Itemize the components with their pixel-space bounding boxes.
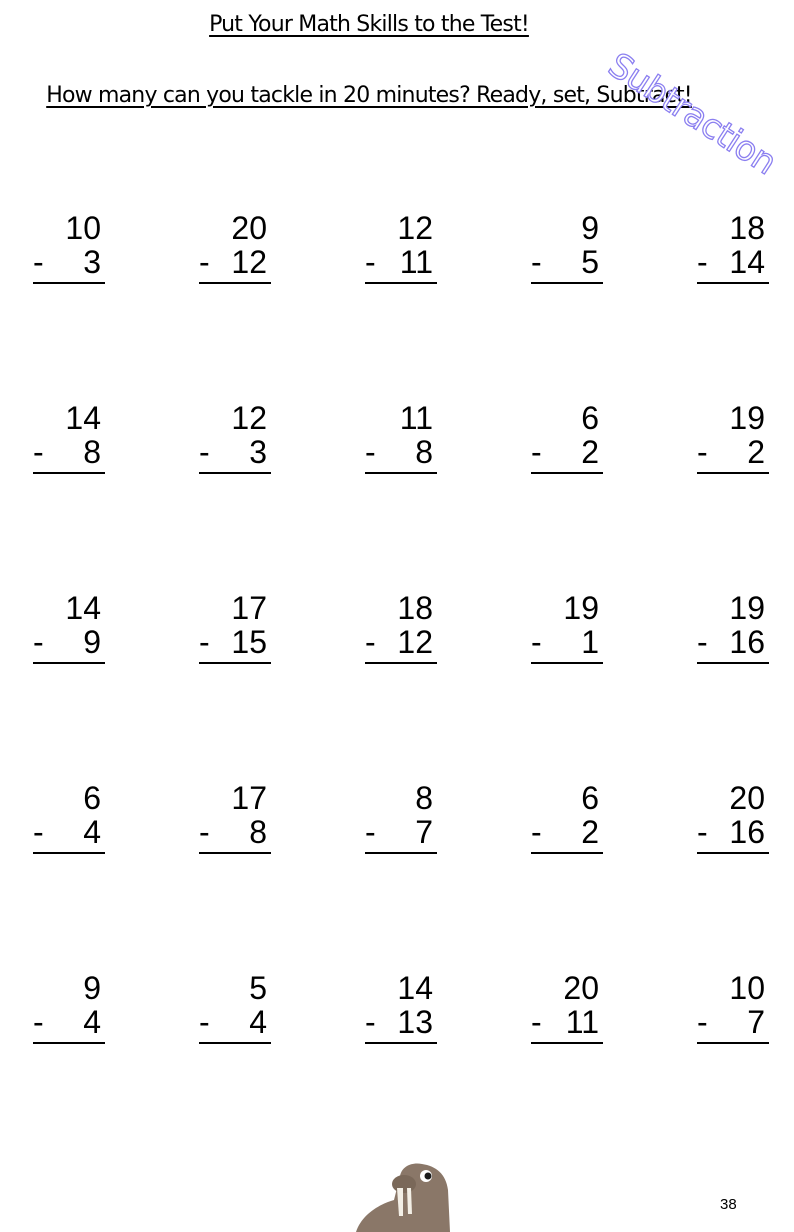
answer-line <box>33 852 105 854</box>
subtraction-problem <box>33 402 105 478</box>
minus-sign: - <box>697 1004 708 1040</box>
answer-line <box>697 852 769 854</box>
minus-sign: - <box>365 1004 376 1040</box>
answer-line <box>33 1042 105 1044</box>
subtrahend: 15 <box>231 624 267 660</box>
answer-line <box>531 662 603 664</box>
minuend: 12 <box>231 400 267 436</box>
answer-line <box>199 852 271 854</box>
subtraction-problem <box>199 212 271 288</box>
subtraction-problem <box>365 782 437 858</box>
answer-line <box>199 472 271 474</box>
subtraction-problem <box>199 402 271 478</box>
subtrahend: 8 <box>83 434 101 470</box>
subtraction-problem <box>697 212 769 288</box>
subtrahend: 9 <box>83 624 101 660</box>
minus-sign: - <box>531 434 542 470</box>
answer-line <box>697 662 769 664</box>
answer-line <box>199 662 271 664</box>
subtrahend: 14 <box>729 244 765 280</box>
minuend: 18 <box>397 590 433 626</box>
minus-sign: - <box>697 434 708 470</box>
minuend: 6 <box>83 780 101 816</box>
minus-sign: - <box>33 434 44 470</box>
minuend: 20 <box>729 780 765 816</box>
minuend: 6 <box>581 400 599 436</box>
subtrahend: 3 <box>83 244 101 280</box>
subtraction-problem <box>33 212 105 288</box>
minus-sign: - <box>33 814 44 850</box>
answer-line <box>697 472 769 474</box>
subtrahend: 8 <box>249 814 267 850</box>
answer-line <box>697 1042 769 1044</box>
subtraction-problem <box>33 972 105 1048</box>
minus-sign: - <box>531 244 542 280</box>
minus-sign: - <box>697 814 708 850</box>
answer-line <box>365 662 437 664</box>
answer-line <box>33 282 105 284</box>
answer-line <box>531 472 603 474</box>
minus-sign: - <box>199 624 210 660</box>
minuend: 14 <box>65 590 101 626</box>
subtrahend: 13 <box>397 1004 433 1040</box>
answer-line <box>365 282 437 284</box>
subtrahend: 2 <box>581 434 599 470</box>
minuend: 17 <box>231 780 267 816</box>
answer-line <box>365 852 437 854</box>
subtraction-problem <box>531 212 603 288</box>
answer-line <box>697 282 769 284</box>
minus-sign: - <box>199 814 210 850</box>
minus-sign: - <box>697 244 708 280</box>
answer-line <box>199 1042 271 1044</box>
subtraction-problem <box>365 972 437 1048</box>
subtraction-problem <box>697 402 769 478</box>
subtrahend: 1 <box>581 624 599 660</box>
subtrahend: 7 <box>747 1004 765 1040</box>
answer-line <box>531 852 603 854</box>
answer-line <box>33 472 105 474</box>
minus-sign: - <box>33 244 44 280</box>
minuend: 14 <box>65 400 101 436</box>
subtraction-problem <box>365 402 437 478</box>
subtrahend: 11 <box>565 1004 599 1040</box>
minuend: 6 <box>581 780 599 816</box>
subtrahend: 2 <box>581 814 599 850</box>
subtrahend: 2 <box>747 434 765 470</box>
subtraction-problem <box>199 972 271 1048</box>
subtraction-problem <box>365 212 437 288</box>
minuend: 19 <box>729 590 765 626</box>
subtrahend: 4 <box>249 1004 267 1040</box>
page-title: Put Your Math Skills to the Test! <box>209 12 529 37</box>
subtrahend: 12 <box>231 244 267 280</box>
subtrahend: 11 <box>399 244 433 280</box>
answer-line <box>199 282 271 284</box>
subtrahend: 16 <box>729 814 765 850</box>
minuend: 9 <box>83 970 101 1006</box>
subtraction-problem <box>531 972 603 1048</box>
subtrahend: 5 <box>581 244 599 280</box>
minus-sign: - <box>33 624 44 660</box>
subtrahend: 4 <box>83 814 101 850</box>
subtraction-watermark: Subtraction <box>601 45 784 183</box>
minus-sign: - <box>33 1004 44 1040</box>
minuend: 5 <box>249 970 267 1006</box>
minus-sign: - <box>531 1004 542 1040</box>
page-number: 38 <box>720 1196 737 1213</box>
minus-sign: - <box>199 434 210 470</box>
subtraction-problem <box>531 592 603 668</box>
subtraction-problem <box>531 782 603 858</box>
minuend: 17 <box>231 590 267 626</box>
minus-sign: - <box>365 244 376 280</box>
subtraction-problem <box>365 592 437 668</box>
answer-line <box>365 472 437 474</box>
minuend: 8 <box>415 780 433 816</box>
subtrahend: 8 <box>415 434 433 470</box>
minuend: 10 <box>729 970 765 1006</box>
minuend: 12 <box>397 210 433 246</box>
minus-sign: - <box>531 814 542 850</box>
minuend: 20 <box>231 210 267 246</box>
subtrahend: 16 <box>729 624 765 660</box>
answer-line <box>531 1042 603 1044</box>
subtraction-problem <box>531 402 603 478</box>
subtraction-problem <box>697 972 769 1048</box>
subtrahend: 12 <box>397 624 433 660</box>
minus-sign: - <box>531 624 542 660</box>
minuend: 20 <box>563 970 599 1006</box>
minuend: 18 <box>729 210 765 246</box>
minuend: 10 <box>65 210 101 246</box>
subtraction-problem <box>199 592 271 668</box>
minus-sign: - <box>697 624 708 660</box>
subtraction-problem <box>697 782 769 858</box>
subtrahend: 7 <box>415 814 433 850</box>
subtraction-problem <box>697 592 769 668</box>
subtrahend: 3 <box>249 434 267 470</box>
subtrahend: 4 <box>83 1004 101 1040</box>
minuend: 11 <box>399 400 433 436</box>
minus-sign: - <box>199 244 210 280</box>
minus-sign: - <box>199 1004 210 1040</box>
minuend: 14 <box>397 970 433 1006</box>
subtraction-problem <box>199 782 271 858</box>
minuend: 9 <box>581 210 599 246</box>
minus-sign: - <box>365 814 376 850</box>
minus-sign: - <box>365 434 376 470</box>
answer-line <box>365 1042 437 1044</box>
page-subtitle: How many can you tackle in 20 minutes? Ready, set, Subtract! <box>46 83 692 108</box>
answer-line <box>531 282 603 284</box>
walrus-icon <box>350 1158 460 1232</box>
minuend: 19 <box>729 400 765 436</box>
minuend: 19 <box>563 590 599 626</box>
minus-sign: - <box>365 624 376 660</box>
answer-line <box>33 662 105 664</box>
subtraction-problem <box>33 592 105 668</box>
subtraction-problem <box>33 782 105 858</box>
